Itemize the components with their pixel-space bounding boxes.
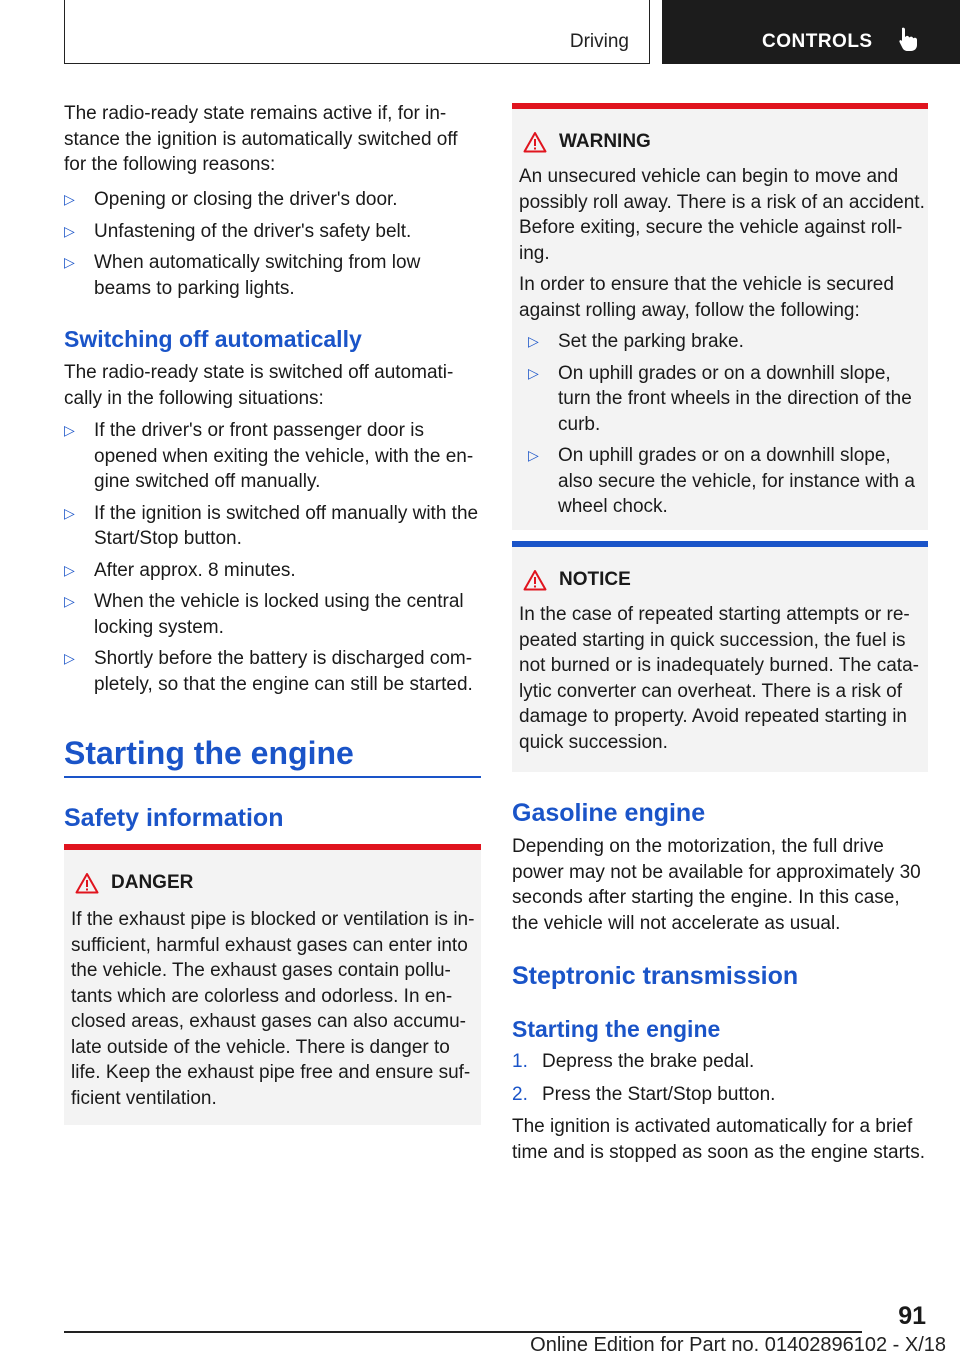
starting-engine-subheading: Starting the engine — [512, 1016, 721, 1042]
gasoline-paragraph: Depending on the motorization, the full drive power may not be available for approximately 30 seconds after starting the engine. In this case, the vehicle will not accelerate as usual. — [512, 836, 921, 934]
header-section-box — [64, 0, 650, 64]
starting-engine-heading: Starting the engine — [64, 735, 354, 771]
warning-triangle-icon — [75, 872, 99, 894]
triangle-bullet-icon: ▷ — [528, 333, 539, 349]
triangle-bullet-icon: ▷ — [528, 364, 539, 381]
warning-text-1: An unsecured vehicle can begin to move and possibly roll away. There is a risk of an accident. Before exiting, secure the vehicle against roll-ing. — [519, 166, 925, 264]
list-item: 2. Press the Start/Stop button. — [512, 1083, 776, 1105]
warning-text-2: In order to ensure that the vehicle is secured against rolling away, follow the following: — [519, 274, 894, 321]
section-title: Driving — [569, 31, 629, 52]
notice-header — [523, 569, 631, 591]
danger-header — [75, 872, 193, 894]
closing-paragraph: The ignition is activated automatically for a brief time and is stopped as soon as the engine starts. — [512, 1116, 925, 1163]
edition-note: Online Edition for Part no. 01402896102 - X/18 — [530, 1334, 946, 1356]
danger-box — [64, 844, 481, 1125]
triangle-bullet-icon: ▷ — [64, 561, 75, 578]
triangle-bullet-icon: ▷ — [64, 191, 75, 207]
list-item: ▷ Unfastening of the driver's safety belt. — [64, 219, 481, 245]
chapter-title: CONTROLS — [762, 31, 873, 52]
notice-box — [512, 541, 928, 772]
triangle-bullet-icon: ▷ — [64, 422, 75, 438]
pointing-hand-icon — [898, 26, 920, 52]
list-item: ▷ When automatically switching from low beams to parking lights. — [64, 252, 421, 299]
triangle-bullet-icon: ▷ — [64, 222, 75, 239]
heading-rule — [64, 776, 481, 778]
triangle-bullet-icon: ▷ — [528, 447, 539, 463]
list-item: ▷ If the driver's or front passenger door is opened when exiting the vehicle, with the en-gine switched off manually. — [64, 420, 474, 492]
notice-text: In the case of repeated starting attempts or re-peated starting in quick succession, the fuel is not burned or is inadequately burned. The cata-lytic converter can overheat. There is a risk of damage to property. Avoid repeated starting in quick succession. — [519, 604, 919, 753]
steptronic-heading: Steptronic transmission — [512, 962, 799, 990]
danger-label: DANGER — [111, 872, 194, 893]
warning-box — [512, 103, 928, 530]
safety-information-heading: Safety information — [64, 804, 284, 832]
footer-rule — [64, 1331, 862, 1333]
warning-label: WARNING — [559, 131, 651, 152]
triangle-bullet-icon: ▷ — [64, 650, 75, 666]
warning-bullet-list — [528, 329, 916, 520]
switch-off-paragraph: The radio-ready state is switched off automati-cally in the following situations: — [64, 362, 454, 409]
triangle-bullet-icon: ▷ — [64, 593, 75, 609]
notice-label: NOTICE — [559, 569, 631, 590]
switch-off-heading: Switching off automatically — [64, 326, 362, 352]
list-item: ▷ Shortly before the battery is discharged com-pletely, so that the engine can still be started. — [64, 648, 473, 695]
list-item: ▷ Set the parking brake. — [528, 329, 916, 355]
danger-bar — [64, 844, 481, 850]
page-number: 91 — [898, 1302, 926, 1330]
notice-bar — [512, 541, 928, 547]
triangle-bullet-icon: ▷ — [64, 504, 75, 521]
list-item: ▷ When the vehicle is locked using the central locking system. — [64, 591, 464, 638]
switch-off-bullet-list — [64, 418, 481, 697]
list-item: ▷ Opening or closing the driver's door. — [64, 187, 481, 213]
intro-paragraph: The radio-ready state remains active if, for in-stance the ignition is automatically switched off for the following reasons: — [64, 103, 458, 175]
gasoline-engine-heading: Gasoline engine — [512, 799, 706, 827]
intro-bullet-list — [64, 187, 481, 301]
warning-triangle-icon — [523, 131, 547, 153]
danger-text: If the exhaust pipe is blocked or ventilation is in-sufficient, harmful exhaust gases can enter into the vehicle. The exhaust gases contain pollu-tants which are colorless and odorless. In en-closed areas, exhaust gases can also accumu-late outside of the vehicle. There is danger to life. Keep the exhaust pipe free and ensure suf-ficient ventilation. — [71, 909, 475, 1109]
list-item: ▷ If the ignition is switched off manually with the Start/Stop button. — [64, 502, 479, 549]
list-item: 1. Depress the brake pedal. — [512, 1051, 755, 1072]
list-item: ▷ On uphill grades or on a downhill slope, turn the front wheels in the direction of the curb. — [528, 362, 912, 435]
warning-triangle-icon — [523, 569, 547, 591]
warning-header — [523, 131, 651, 153]
chapter-tab — [662, 0, 960, 64]
list-item: ▷ After approx. 8 minutes. — [64, 558, 481, 584]
list-item: ▷ On uphill grades or on a downhill slope, also secure the vehicle, for instance with a wheel chock. — [528, 445, 915, 517]
steps-list — [512, 1049, 928, 1107]
warning-bar — [512, 103, 928, 109]
triangle-bullet-icon: ▷ — [64, 254, 75, 270]
